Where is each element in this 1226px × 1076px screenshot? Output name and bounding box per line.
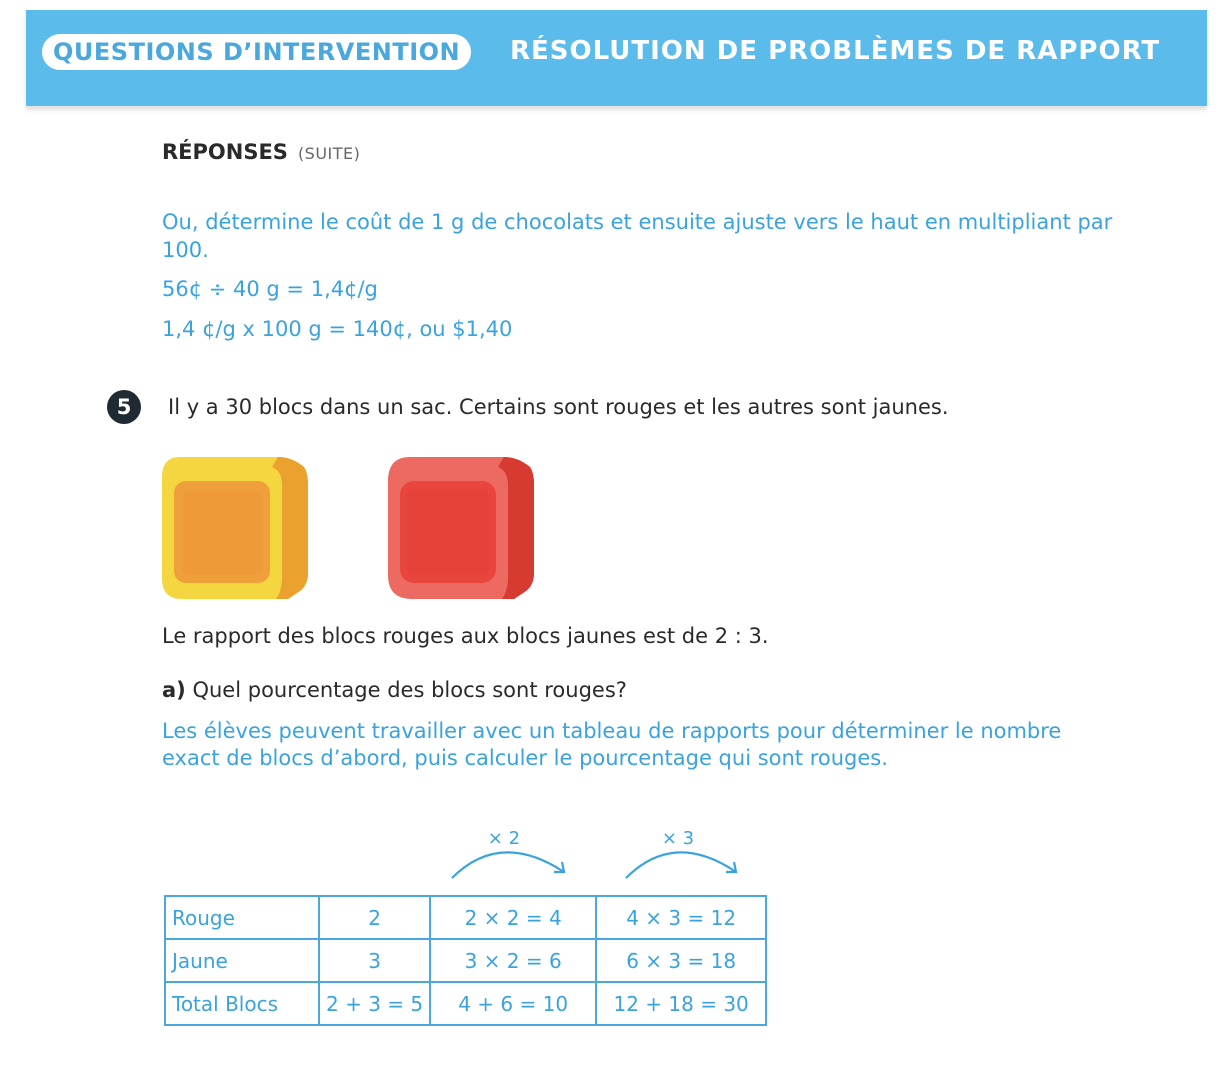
section-title: RÉPONSES — [162, 140, 288, 164]
table-cell: 2 — [319, 896, 430, 939]
row-label: Rouge — [165, 896, 319, 939]
table-row — [165, 982, 766, 1025]
previous-answer-paragraph: Ou, détermine le coût de 1 g de chocolats et ensuite ajuste vers le haut en multipliant par 100. — [162, 210, 1113, 262]
table-cell: 4 + 6 = 10 — [430, 982, 596, 1025]
table-row — [165, 896, 766, 939]
table-cell: 3 — [319, 939, 430, 982]
arrow-x2-icon — [452, 852, 564, 878]
ratio-statement: Le rapport des blocs rouges aux blocs jaunes est de 2 : 3. — [162, 624, 769, 648]
part-a-text: Quel pourcentage des blocs sont rouges? — [192, 678, 627, 702]
page-title: RÉSOLUTION DE PROBLÈMES DE RAPPORT — [510, 36, 1161, 66]
ratio-table — [164, 895, 767, 1026]
table-cell: 2 × 2 = 4 — [430, 896, 596, 939]
section-subtitle: (SUITE) — [297, 144, 361, 163]
previous-answer-line-2: 1,4 ¢/g x 100 g = 140¢, ou $1,40 — [162, 317, 513, 341]
header-banner — [26, 10, 1207, 106]
table-cell: 3 × 2 = 6 — [430, 939, 596, 982]
table-cell: 2 + 3 = 5 — [319, 982, 430, 1025]
arrow-label-x2: × 2 — [487, 828, 521, 849]
table-cell: 6 × 3 = 18 — [596, 939, 766, 982]
table-cell: 12 + 18 = 30 — [596, 982, 766, 1025]
table-row — [165, 939, 766, 982]
part-a-answer: Les élèves peuvent travailler avec un tableau de rapports pour déterminer le nombre exact de blocs d’abord, puis calculer le pourcentage qui sont rouges. — [162, 719, 1062, 770]
arrow-x3-icon — [626, 852, 736, 878]
part-a-question — [162, 678, 627, 702]
red-block-icon — [386, 455, 536, 601]
yellow-block-icon — [160, 455, 310, 601]
row-label: Total Blocs — [165, 982, 319, 1025]
previous-answer-line-1: 56¢ ÷ 40 g = 1,4¢/g — [162, 277, 378, 301]
row-label: Jaune — [165, 939, 319, 982]
section-heading — [162, 140, 360, 164]
question-text: Il y a 30 blocs dans un sac. Certains sont rouges et les autres sont jaunes. — [168, 395, 949, 419]
section-pill: QUESTIONS D’INTERVENTION — [42, 34, 471, 70]
multiplier-arrows — [430, 822, 770, 888]
table-cell: 4 × 3 = 12 — [596, 896, 766, 939]
part-a-label: a) — [162, 678, 186, 702]
question-number-badge: 5 — [107, 390, 141, 424]
arrow-label-x3: × 3 — [661, 828, 695, 849]
